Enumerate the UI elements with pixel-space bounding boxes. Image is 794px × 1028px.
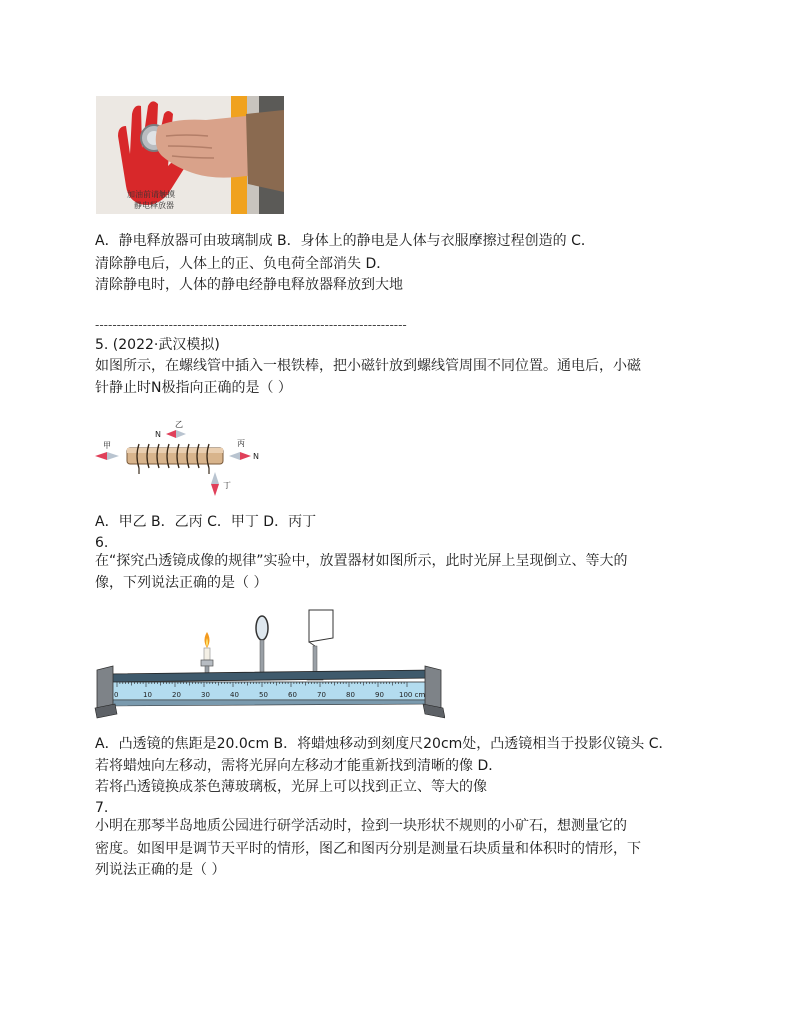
q5-stem-line1: 如图所示，在螺线管中插入一根铁棒，把小磁针放到螺线管周围不同位置。通电后，小磁 [95,358,641,374]
scale-tick-label: 30 [201,691,210,699]
q6-stem-line1: 在“探究凸透镜成像的规律”实验中，放置器材如图所示，此时光屏上呈现倒立、等大的 [95,553,628,569]
q7-stem-line2: 密度。如图甲是调节天平时的情形，图乙和图丙分别是测量石块质量和体积时的情形，下 [95,841,641,857]
n-bing: N [253,452,259,461]
label-ding: 丁 [223,481,231,490]
q6-options-line2: 若将蜡烛向左移动，需将光屏向左移动才能重新找到清晰的像 D． [95,758,503,774]
q4-options-line3: 清除静电时，人体的静电经静电释放器释放到大地 [95,277,403,293]
n-yi: N [155,430,161,439]
q7-stem-line1: 小明在那琴半岛地质公园进行研学活动时，捡到一块形状不规则的小矿石，想测量它的 [95,818,627,834]
q6-options-line1: A．凸透镜的焦距是20.0cm B．将蜡烛移动到刻度尺20cm处，凸透镜相当于投影仪镜头 C． [95,736,673,752]
scale-tick-label: 10 [143,691,152,699]
q7-stem-line3: 列说法正确的是（ ） [95,862,226,878]
q5-options: A．甲乙 B．乙丙 C．甲丁 D．丙丁 [95,514,317,530]
q6-options-line3: 若将凸透镜换成茶色薄玻璃板，光屏上可以找到正立、等大的像 [95,779,487,795]
scale-tick-label: 50 [259,691,268,699]
scale-tick-label: 70 [317,691,326,699]
label-bing: 丙 [237,439,245,448]
scale-tick-label: 20 [172,691,181,699]
q5-header: 5. (2022·武汉模拟) [95,337,220,353]
q7-number: 7. [95,800,109,816]
q4-options-line2: 清除静电后，人体上的正、负电荷全部消失 D． [95,256,391,272]
scale-tick-label: 60 [288,691,297,699]
q6-stem-line2: 像，下列说法正确的是（ ） [95,575,268,591]
scale-tick-label: 40 [230,691,239,699]
q4-options-line1: A．静电释放器可由玻璃制成 B．身体上的静电是人体与衣服摩擦过程创造的 C． [95,233,595,249]
label-jia: 甲 [103,441,111,450]
q5-stem-line2: 针静止时N极指向正确的是（ ） [95,380,292,396]
scale-tick-label: 90 [375,691,384,699]
q6-number: 6. [95,535,109,551]
scale-tick-label: 0 [114,691,119,699]
label-yi: 乙 [175,420,183,429]
sign-line1: 加油前请触摸 [127,190,175,199]
solenoid-figure [95,418,275,500]
sign-line2: 静电释放器 [134,201,174,210]
optical-bench-figure [93,608,445,720]
question-separator: ------------------------------------------------------------------------ [95,318,407,332]
scale-tick-label: 80 [346,691,355,699]
scale-tick-label: 100 cm [399,691,426,699]
static-discharger-photo [96,96,284,214]
